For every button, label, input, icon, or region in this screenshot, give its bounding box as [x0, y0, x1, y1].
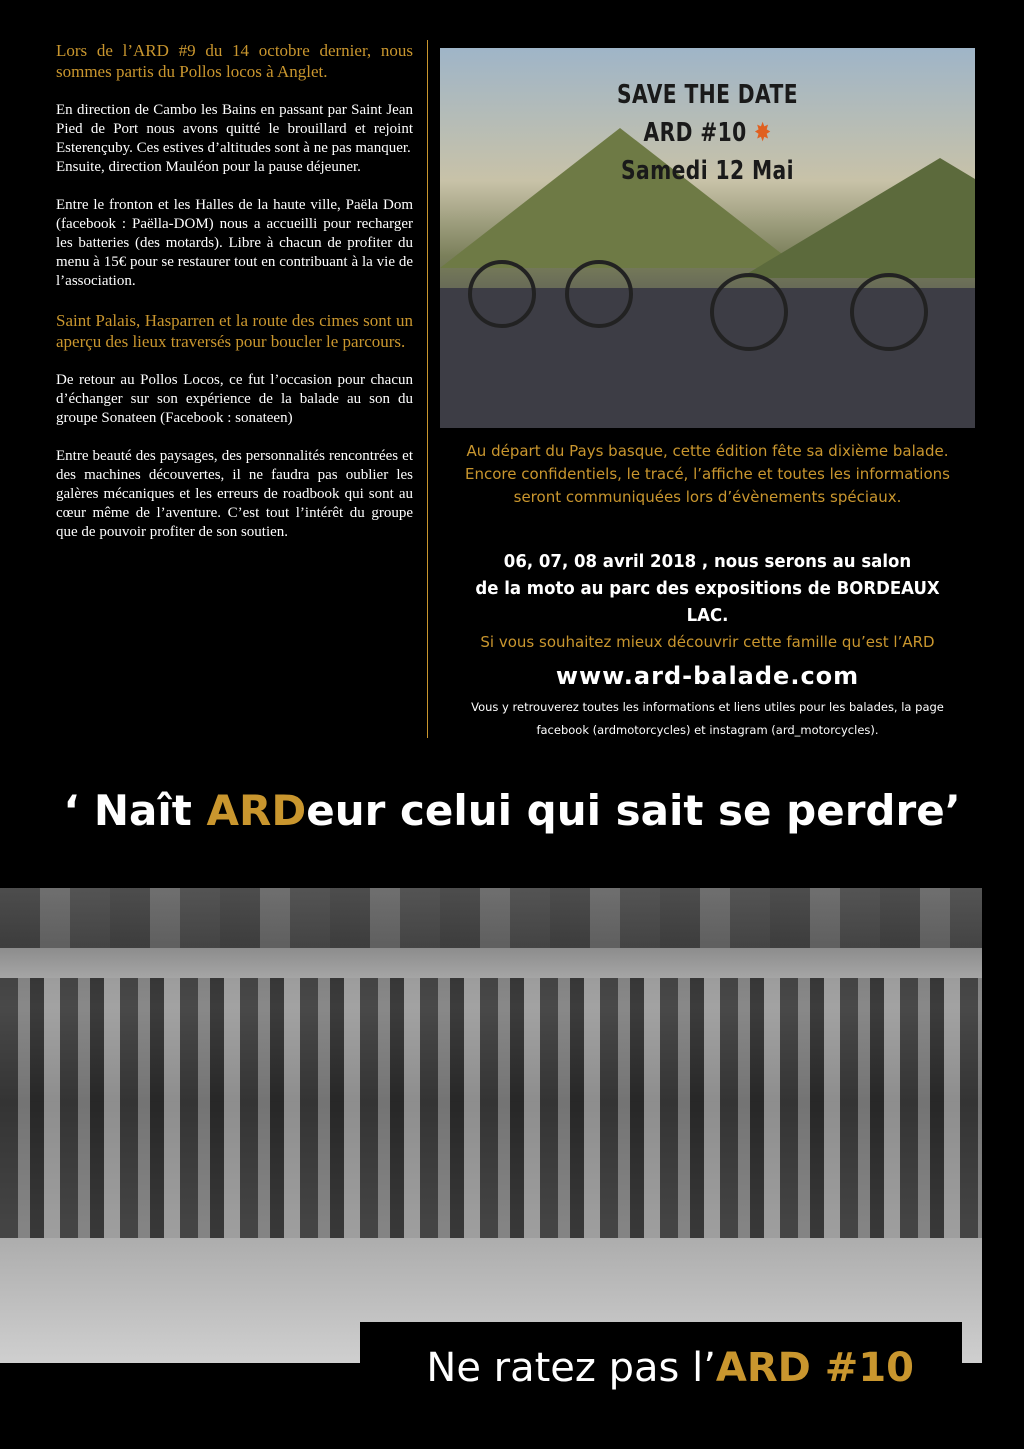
route-text: En direction de Cambo les Bains en passant par Saint Jean Pied de Port nous avons quitté le brouillard et rejoint Esterençuby. Ces estives d’altitudes sont à ne pas manquer. [56, 102, 413, 156]
return-paragraph: De retour au Pollos Locos, ce fut l’occasion pour chacun d’échanger sur son expérience de la balade au son du groupe Sonateen (Facebook : sonateen) [56, 372, 413, 426]
lunch-paragraph: Entre le fronton et les Halles de la haute ville, Paëla Dom (facebook : Paëlla-DOM) nous a accueilli pour recharger les batteries (des motards). Libre à chacun de profiter du menu à 15€ pour se restaurer tout en contribuant à la vie de l’association. [56, 197, 413, 289]
info-line: facebook (ardmotorcycles) et instagram (ard_motorcycles). [536, 723, 879, 737]
discover-line: Si vous souhaitez mieux découvrir cette famille qu’est l’ARD [480, 633, 935, 651]
closing-paragraph: Entre beauté des paysages, des personnalités rencontrées et des machines découvertes, il ne faudra pas oublier les galères mécaniques et les erreurs de roadbook qui sont au cœur même de l’aventure. C’est tout l’intérêt du groupe que de pouvoir profiter de son soutien. [56, 448, 413, 540]
discover-text [440, 631, 975, 654]
poster-line: SAVE THE DATE [617, 80, 798, 110]
slogan [0, 786, 1024, 835]
event-intro [440, 440, 975, 509]
riders-crowd [0, 978, 982, 1238]
banner-ard: ARD #10 [715, 1345, 914, 1391]
slogan-start: ‘ Naît [63, 786, 207, 835]
website-link[interactable]: www.ard-balade.com [555, 662, 860, 690]
info-line: Vous y retrouverez toutes les informations et liens utiles pour les balades, la page [471, 700, 944, 714]
intro-line: Encore confidentiels, le tracé, l’affiche et toutes les informations [465, 465, 950, 483]
banner-text [426, 1345, 914, 1391]
slogan-ard: ARD [206, 786, 307, 835]
salon-line: de la moto au parc des expositions de BORDEAUX LAC. [475, 578, 940, 626]
article-column [56, 40, 413, 561]
slogan-end: eur celui qui sait se perdre’ [306, 786, 961, 835]
route-paragraph [56, 101, 413, 177]
motorcycle-wheel [850, 273, 928, 351]
explosion-icon: ✸ [754, 118, 772, 148]
salon-info [440, 548, 975, 629]
intro-paragraph: Lors de l’ARD #9 du 14 octobre dernier, nous sommes partis du Pollos locos à Anglet. [56, 41, 413, 81]
poster-line: Samedi 12 Mai [621, 156, 794, 186]
banner-pre: Ne ratez pas l’ [426, 1345, 716, 1391]
poster-line [499, 114, 916, 152]
motorcycle-wheel [565, 260, 633, 328]
lunch-text: Ensuite, direction Mauléon pour la pause déjeuner. [56, 159, 361, 175]
route-end-paragraph: Saint Palais, Hasparren et la route des cimes sont un aperçu des lieux traversés pour boucler le parcours. [56, 311, 413, 351]
save-the-date-photo [440, 48, 975, 428]
salon-line: 06, 07, 08 avril 2018 , nous serons au salon [503, 551, 912, 572]
motorcycle-wheel [468, 260, 536, 328]
info-block [440, 696, 975, 742]
column-divider [427, 40, 428, 738]
save-the-date-text [499, 76, 916, 190]
website-block [440, 662, 975, 690]
motorcycle-wheel [710, 273, 788, 351]
trees-shape [0, 888, 982, 948]
poster-edition: ARD #10 [643, 118, 747, 148]
intro-line: seront communiquées lors d’évènements spéciaux. [513, 488, 902, 506]
intro-line: Au départ du Pays basque, cette édition fête sa dixième balade. [466, 442, 949, 460]
group-photo [0, 888, 982, 1363]
